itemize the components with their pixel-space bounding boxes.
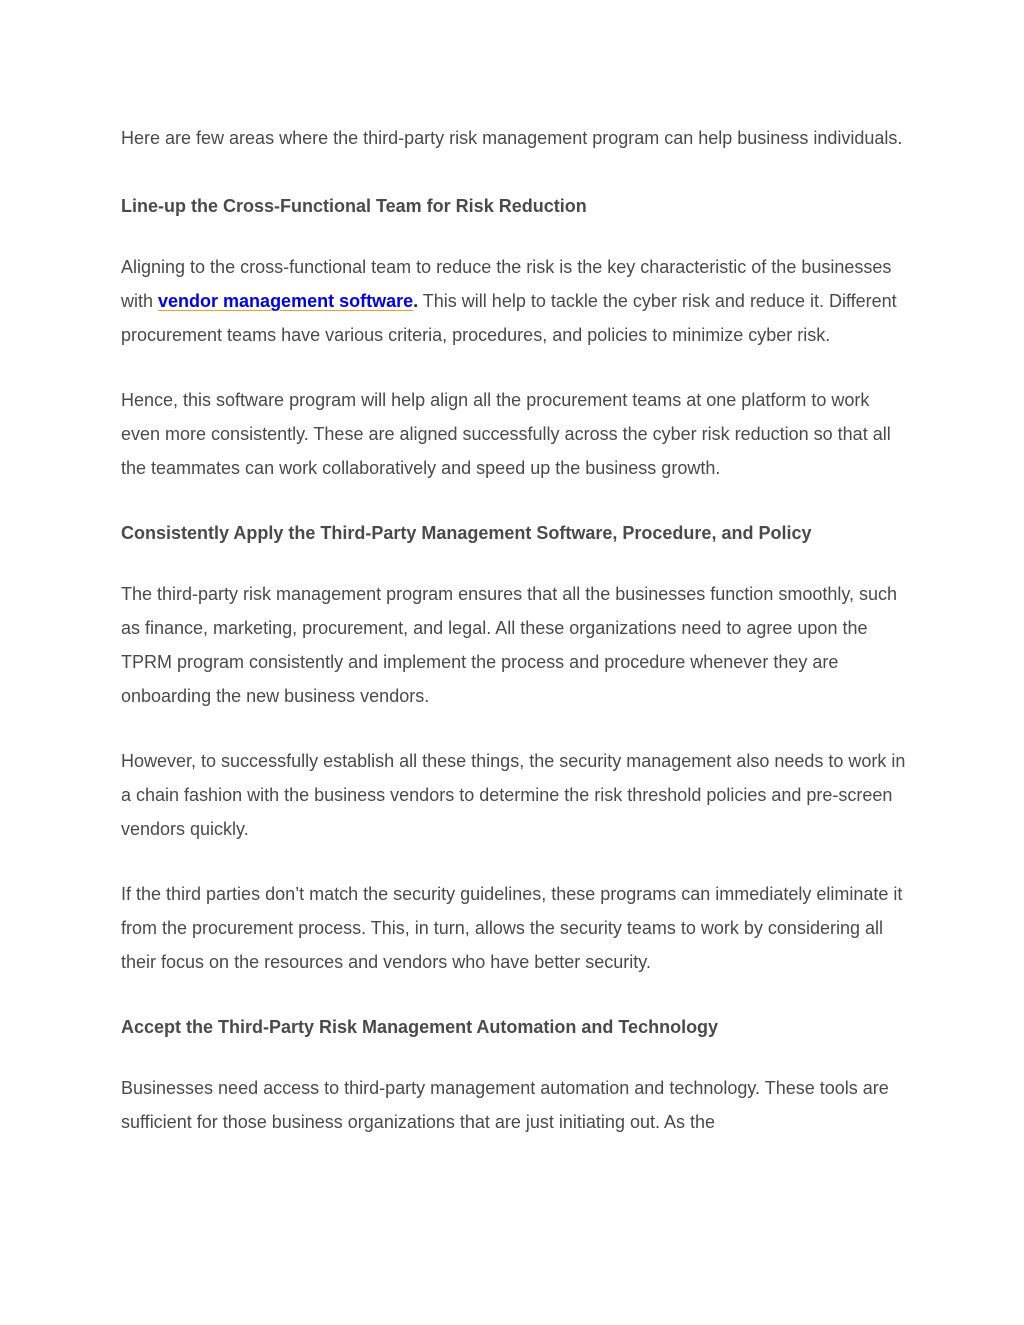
consistently-apply-paragraph-2: However, to successfully establish all these things, the security management also needs to work in a chain fashion with the business vendors to determine the risk threshold policies and pre-screen vendors quickly. [121,751,906,839]
section-heading-automation: Accept the Third-Party Risk Management Automation and Technology [121,1017,719,1037]
consistently-apply-paragraph-1: The third-party risk management program ensures that all the businesses function smoothly, such as finance, marketing, procurement, and legal. All these organizations need to agree upon the TPRM program consistently and implement the process and procedure whenever they are onboarding the new business vendors. [121,584,898,706]
link-period: . [413,291,419,311]
vendor-management-software-link[interactable]: vendor management software [158,291,414,311]
section-heading-cross-functional: Line-up the Cross-Functional Team for Risk Reduction [121,196,587,216]
consistently-apply-paragraph-3: If the third parties don’t match the security guidelines, these programs can immediately eliminate it from the procurement process. This, in turn, allows the security teams to work by considering all their focus on the resources and vendors who have better security. [121,884,903,972]
cross-functional-paragraph-1 [121,250,911,352]
cross-functional-text-before-link: Aligning to the cross-functional team to reduce the risk is the key characteristic of the businesses with [121,257,892,311]
intro-paragraph: Here are few areas where the third-party risk management program can help business individuals. [121,128,903,148]
automation-paragraph-1: Businesses need access to third-party management automation and technology. These tools are sufficient for those business organizations that are just initiating out. As the [121,1078,889,1132]
section-heading-consistently-apply: Consistently Apply the Third-Party Management Software, Procedure, and Policy [121,523,812,543]
document-page [121,121,911,1170]
cross-functional-paragraph-2: Hence, this software program will help align all the procurement teams at one platform to work even more consistently. These are aligned successfully across the cyber risk reduction so that all the teammates can work collaboratively and speed up the business growth. [121,390,891,478]
cross-functional-text-after-link: This will help to tackle the cyber risk and reduce it. Different procurement teams have various criteria, procedures, and policies to minimize cyber risk. [121,291,897,345]
